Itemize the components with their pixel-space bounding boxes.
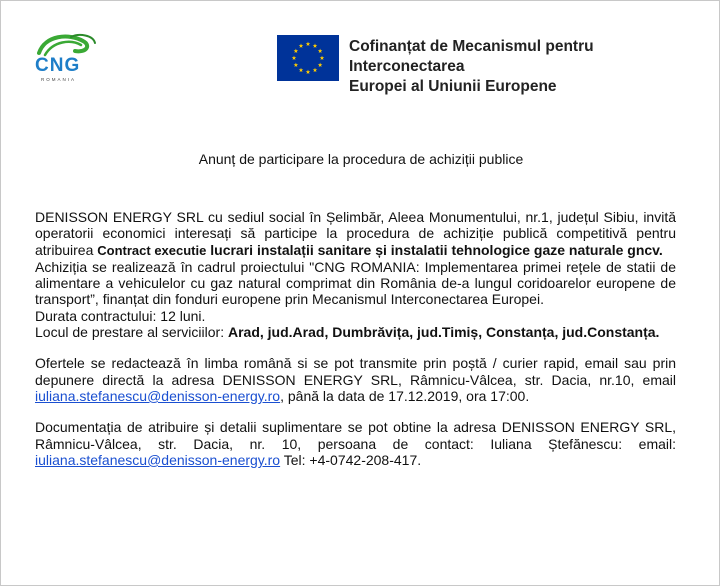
eu-caption-line2: Europei al Uniunii Europene — [349, 78, 557, 95]
eu-star-icon — [313, 68, 318, 72]
eu-caption-line1: Cofinanțat de Mecanismul pentru Interconectarea — [349, 38, 594, 75]
eu-cofinancing-banner — [277, 35, 697, 95]
project-paragraph: Achiziția se realizează în cadrul proiectului "CNG ROMANIA: Implementarea primei rețele de statii de alimentare a vehiculelor cu gaz natural comprimat din România de-a lungul coridoarelor europene de transport”, finanțat din fonduri europene prin Mecanismul Interconectarea Europei. — [35, 258, 676, 308]
eu-star-icon — [292, 56, 297, 60]
offers-email-link[interactable]: iuliana.stefanescu@denisson-energy.ro — [35, 387, 281, 404]
documentation-phone: Tel: +4-0742-208-417. — [280, 451, 422, 468]
offers-deadline: , până la data de 17.12.2019, ora 17:00. — [280, 387, 530, 404]
eu-star-icon — [294, 49, 299, 53]
contract-title: lucrari instalații sanitare și instalatii tehnologice gaze naturale gncv. — [206, 241, 663, 258]
announcement-body — [35, 209, 676, 468]
contract-prefix: Contract executie — [97, 242, 207, 258]
offers-paragraph — [35, 355, 676, 404]
eu-star-icon — [299, 68, 304, 72]
location-label: Locul de prestare al serviciilor: — [35, 324, 228, 341]
location-paragraph — [35, 324, 676, 340]
eu-star-icon — [318, 49, 323, 53]
documentation-email-link[interactable]: iuliana.stefanescu@denisson-energy.ro — [35, 451, 281, 468]
offers-text: Ofertele se redactează în limba română si se pot transmite prin poștă / curier rapid, email sau prin depunere directă la adresa DENISSON ENERGY SRL, Râmnicu-Vâlcea, str. Dacia, nr.10, email — [35, 355, 676, 388]
eu-star-icon — [320, 56, 325, 60]
cng-logo-text: CNG — [35, 55, 81, 76]
duration-paragraph: Durata contractului: 12 luni. — [35, 307, 206, 324]
intro-text: DENISSON ENERGY SRL cu sediul social în Șelimbăr, Aleea Monumentului, nr.1, județul Sibiu, invită operatorii economici interesați să participe la procedura de achiziție publică competitivă pentru atribuirea — [35, 209, 676, 258]
eu-star-icon — [299, 43, 304, 47]
eu-caption — [349, 37, 697, 97]
announcement-heading: Anunț de participare la procedura de achiziții publice — [198, 151, 524, 167]
eu-star-icon — [318, 63, 323, 67]
eu-flag-icon — [277, 35, 339, 81]
documentation-text: Documentația de atribuire și detalii suplimentare se pot obtine la adresa DENISSON ENERGY SRL, Râmnicu-Vâlcea, str. Dacia, nr. 10, persoana de contact: Iuliana Ștefănescu: email: — [35, 419, 676, 452]
eu-star-icon — [294, 63, 299, 67]
eu-star-icon — [306, 70, 311, 74]
location-places: Arad, jud.Arad, Dumbrăvița, jud.Timiș, Constanța, jud.Constanța. — [227, 324, 660, 341]
eu-star-icon — [313, 43, 318, 47]
documentation-paragraph — [35, 419, 676, 468]
cng-romania-logo — [31, 31, 101, 89]
cng-logo-subtext: ROMANIA — [41, 77, 77, 82]
eu-star-icon — [306, 42, 311, 46]
intro-paragraph — [35, 209, 676, 259]
